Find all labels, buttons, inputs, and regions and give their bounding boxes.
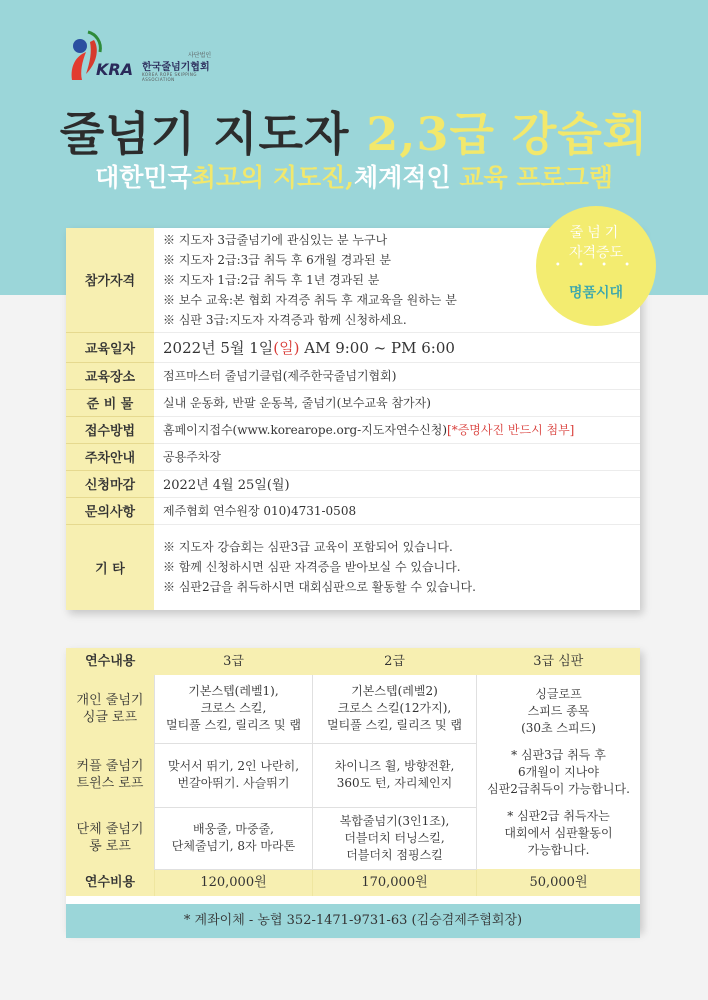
cell-line: 크로스 스킬, bbox=[200, 701, 267, 716]
cell-line: 멀티풀 스킬, 릴리즈 및 랩 bbox=[166, 718, 301, 733]
apply-note: [*증명사진 반드시 첨부] bbox=[447, 423, 575, 437]
cell-line: 차이니즈 휠, 방향전환, bbox=[334, 759, 455, 773]
fee-referee: 50,000원 bbox=[477, 869, 641, 896]
date-label: 교육일자 bbox=[66, 332, 154, 362]
header-content: 연수내용 bbox=[66, 648, 155, 675]
list-item: ※ 지도자 강습회는 심판3급 교육이 포함되어 있습니다. bbox=[163, 540, 453, 555]
deadline-label: 신청마감 bbox=[66, 470, 154, 497]
etc-list bbox=[154, 524, 640, 610]
certificate-badge bbox=[536, 206, 656, 326]
date-value bbox=[154, 332, 640, 362]
subtitle-part1: 대한민국 bbox=[95, 163, 192, 192]
cell-line: (30초 스피드) bbox=[521, 720, 596, 735]
fee-grade3: 120,000원 bbox=[155, 869, 313, 896]
apply-value bbox=[154, 416, 640, 443]
date-time: AM 9:00 ~ PM 6:00 bbox=[299, 338, 455, 357]
cell-line: 더블더치 터닝스킬, bbox=[344, 830, 445, 845]
subtitle-part3: 체계적인 bbox=[354, 163, 451, 192]
contact-value: 제주협회 연수원장 010)4731-0508 bbox=[154, 497, 640, 524]
subtitle-part4: 교육 프로그램 bbox=[450, 163, 613, 192]
cell-line: * 심판3급 취득 후 bbox=[511, 747, 606, 762]
cell-twins-grade3 bbox=[155, 743, 313, 807]
row-label-line: 개인 줄넘기 bbox=[76, 693, 144, 708]
cell-line: * 심판2급 취득자는 bbox=[507, 808, 610, 823]
cell-line: 배웅줄, 마중줄, bbox=[193, 822, 274, 836]
title-part1: 줄넘기 지도자 bbox=[59, 107, 367, 161]
info-row-place bbox=[66, 362, 640, 389]
info-row-prepare bbox=[66, 389, 640, 416]
fee-label: 연수비용 bbox=[66, 869, 155, 896]
course-table bbox=[66, 648, 640, 896]
cell-line: 싱글로프 bbox=[535, 686, 582, 701]
cell-twins-grade2 bbox=[313, 743, 477, 807]
cell-long-grade3 bbox=[155, 807, 313, 869]
info-row-apply bbox=[66, 416, 640, 443]
list-item: ※ 지도자 1급:2급 취득 후 1년 경과된 분 bbox=[163, 272, 380, 287]
place-label: 교육장소 bbox=[66, 362, 154, 389]
row-label-line: 커플 줄넘기 bbox=[76, 759, 144, 774]
cell-line: 복합줄넘기(3인1조), bbox=[339, 813, 450, 828]
row-label-line: 단체 줄넘기 bbox=[76, 822, 144, 837]
info-row-date bbox=[66, 332, 640, 362]
badge-line2: 자격증도 bbox=[568, 245, 624, 261]
apply-label: 접수방법 bbox=[66, 416, 154, 443]
row-label-twins bbox=[66, 743, 155, 807]
date-prefix: 2022년 5월 1일 bbox=[163, 338, 274, 357]
cell-line: 번갈아뛰기. 사슬뛰기 bbox=[177, 776, 290, 790]
row-label-line: 트윈스 로프 bbox=[76, 776, 144, 791]
cell-line: 멀티풀 스킬, 릴리즈 및 랩 bbox=[327, 718, 462, 733]
badge-dots: • • • • bbox=[554, 260, 638, 271]
date-day: (일) bbox=[273, 338, 300, 357]
kra-logo bbox=[66, 30, 226, 90]
subtitle-part2: 최고의 지도진, bbox=[191, 163, 354, 192]
apply-text: 홈페이지접수(www.korearope.org-지도자연수신청) bbox=[163, 423, 448, 437]
cell-line: 스피드 종목 bbox=[527, 703, 590, 718]
title-part2: 2,3급 강습회 bbox=[366, 107, 649, 161]
prepare-value: 실내 운동화, 반팔 운동복, 줄넘기(보수교육 참가자) bbox=[154, 389, 640, 416]
cell-single-grade3 bbox=[155, 675, 313, 743]
cell-line: 360도 턴, 자리체인지 bbox=[336, 776, 453, 790]
cell-long-grade2 bbox=[313, 807, 477, 869]
parking-value: 공용주차장 bbox=[154, 443, 640, 470]
header-grade3: 3급 bbox=[155, 648, 313, 675]
list-item: ※ 심판 3급:지도자 자격증과 함께 신청하세요. bbox=[163, 312, 407, 327]
header-referee: 3급 심판 bbox=[477, 648, 641, 675]
logo-name: 한국줄넘기협회 bbox=[142, 62, 210, 73]
bank-account-info: * 계좌이체 - 농협 352-1471-9731-63 (김승겸제주협회장) bbox=[66, 904, 640, 938]
prepare-label: 준 비 물 bbox=[66, 389, 154, 416]
row-label-line: 싱글 로프 bbox=[82, 710, 138, 725]
fee-grade2: 170,000원 bbox=[313, 869, 477, 896]
cell-line: 크로스 스킬(12가지), bbox=[337, 701, 452, 716]
cell-line: 단체줄넘기, 8자 마라톤 bbox=[171, 839, 296, 853]
parking-label: 주차안내 bbox=[66, 443, 154, 470]
list-item: ※ 지도자 3급줄넘기에 관심있는 분 누구나 bbox=[163, 232, 388, 247]
cell-line: 맞서서 뛰기, 2인 나란히, bbox=[167, 759, 300, 773]
cell-line: 기본스텝(레벨2) bbox=[351, 684, 438, 699]
list-item: ※ 보수 교육:본 협회 자격증 취득 후 재교육을 원하는 분 bbox=[163, 292, 457, 307]
badge-line1: 줄넘기 bbox=[569, 225, 623, 241]
course-header-row bbox=[66, 648, 640, 675]
info-row-etc bbox=[66, 524, 640, 610]
header-grade2: 2급 bbox=[313, 648, 477, 675]
cell-line: 심판2급취득이 가능합니다. bbox=[487, 781, 630, 796]
deadline-value: 2022년 4월 25일(월) bbox=[154, 470, 640, 497]
row-label-single bbox=[66, 675, 155, 743]
row-label-long bbox=[66, 807, 155, 869]
list-item: ※ 심판2급을 취득하시면 대회심판으로 활동할 수 있습니다. bbox=[163, 580, 476, 595]
contact-label: 문의사항 bbox=[66, 497, 154, 524]
badge-line3: 명품시대 bbox=[568, 285, 624, 301]
cell-line: 6개월이 지나야 bbox=[517, 764, 599, 779]
page-title bbox=[0, 98, 708, 164]
course-row-single bbox=[66, 675, 640, 743]
cell-single-grade2 bbox=[313, 675, 477, 743]
info-row-parking bbox=[66, 443, 640, 470]
etc-label: 기 타 bbox=[66, 524, 154, 610]
cell-referee bbox=[477, 675, 641, 869]
list-item: ※ 함께 신청하시면 심판 자격증을 받아보실 수 있습니다. bbox=[163, 560, 461, 575]
list-item: ※ 지도자 2급:3급 취득 후 6개월 경과된 분 bbox=[163, 252, 391, 267]
course-panel bbox=[66, 648, 640, 930]
cell-line: 가능합니다. bbox=[527, 842, 590, 857]
place-value: 점프마스터 줄넘기클럽(제주한국줄넘기협회) bbox=[154, 362, 640, 389]
logo-sub: KOREA ROPE SKIPPING ASSOCIATION bbox=[142, 72, 197, 82]
info-row-deadline bbox=[66, 470, 640, 497]
qualification-label: 참가자격 bbox=[66, 228, 154, 332]
cell-line: 기본스텝(레벨1), bbox=[188, 684, 279, 699]
course-fee-row bbox=[66, 869, 640, 896]
logo-corp-label: 사단법인 bbox=[188, 52, 212, 59]
cell-line: 더블더치 점핑스킬 bbox=[346, 847, 443, 862]
cell-line: 대회에서 심판활동이 bbox=[504, 825, 613, 840]
logo-abbr: KRA bbox=[96, 60, 134, 79]
row-label-line: 롱 로프 bbox=[89, 839, 131, 854]
page-subtitle bbox=[0, 158, 708, 194]
info-row-contact bbox=[66, 497, 640, 524]
